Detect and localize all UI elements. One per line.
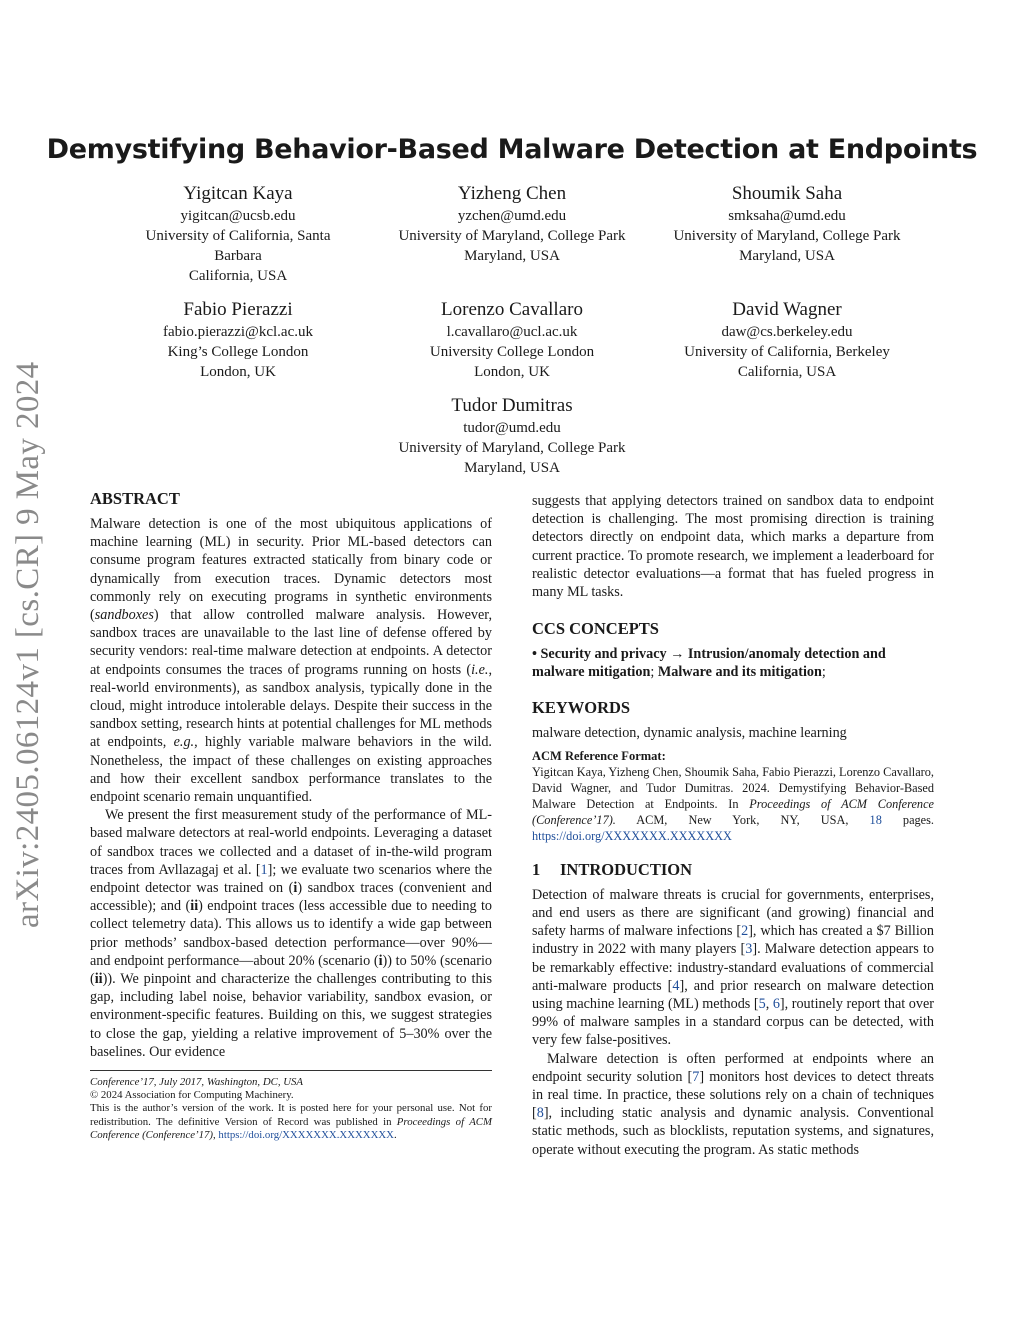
author-location: London, UK <box>474 364 550 380</box>
author-block <box>377 182 647 266</box>
author-email: daw@cs.berkeley.edu <box>721 324 853 340</box>
author-email: fabio.pierazzi@kcl.ac.uk <box>163 324 313 340</box>
paper-title: Demystifying Behavior-Based Malware Detection at Endpoints <box>46 134 978 165</box>
author-email: l.cavallaro@ucl.ac.uk <box>446 324 578 340</box>
author-location: Maryland, USA <box>739 248 835 264</box>
author-location: Maryland, USA <box>464 460 560 476</box>
abstract-heading: ABSTRACT <box>90 489 180 508</box>
author-block <box>652 298 922 382</box>
footnote <box>90 1076 492 1142</box>
author-name: Tudor Dumitras <box>451 395 573 416</box>
intro-paragraph: Malware detection is often performed at endpoints where an endpoint security solution [7] monitors host devices to detect threats in real time. In practice, these solutions rely on a chain of techniques [8], including static analysis and dynamic analysis. Conventional static methods, such as blocklists, reputation systems, and signatures, operate without executing the program. As static methods <box>532 1050 934 1158</box>
author-affiliation: University College London <box>429 344 595 360</box>
copyright-note: © 2024 Association for Computing Machinery. <box>90 1089 294 1102</box>
author-name: Yizheng Chen <box>457 183 567 204</box>
author-name: Fabio Pierazzi <box>183 299 293 320</box>
author-affiliation: University of Maryland, College Park <box>673 228 901 244</box>
citation-link[interactable]: 1 <box>260 861 268 878</box>
citation-link[interactable]: 2 <box>741 923 749 940</box>
doi-link[interactable]: https://doi.org/XXXXXXX.XXXXXXX <box>218 1128 394 1141</box>
author-affiliation: University of Maryland, College Park <box>398 228 626 244</box>
abstract-paragraph: We present the first measurement study of the performance of ML-based malware detectors at real-world endpoints. Leveraging a dataset of sandbox traces we collected and a dataset of in-the-wild program traces from Avllazagaj et al. [1]; we evaluate two scenarios where the endpoint detector was trained on (i) sandbox traces (convenient and accessible); and (ii) endpoint traces (less accessible due to needing to collect telemetry data). This allows us to identify a wide gap between prior methods’ sandbox-based detection performance—over 90%—and endpoint performance—about 20% (scenario (i)) to 50% (scenario (ii)). We pinpoint and characterize the challenges contributing to this gap, including label noise, behavior variability, sandbox evasion, or environment-specific features. Building on this, we suggest strategies to close the gap, yielding a relative improvement of 5–30% over the baselines. Our evidence <box>90 807 493 1060</box>
author-affiliation: Barbara <box>214 248 262 264</box>
citation-link[interactable]: 5 <box>758 996 766 1013</box>
author-block <box>377 298 647 382</box>
doi-link[interactable]: https://doi.org/XXXXXXX.XXXXXXX <box>532 828 732 843</box>
author-block <box>118 182 358 286</box>
author-name: Yigitcan Kaya <box>183 183 293 204</box>
citation-link[interactable]: 8 <box>536 1105 544 1122</box>
author-affiliation: University of Maryland, College Park <box>398 440 626 456</box>
arxiv-identifier: arXiv:2405.06124v1 [cs.CR] 9 May 2024 <box>10 361 46 928</box>
author-affiliation: University of California, Santa <box>145 228 331 244</box>
citation-link[interactable]: 4 <box>672 977 680 994</box>
abstract-paragraph: suggests that applying detectors trained on sandbox data to endpoint detection is challenging. The most promising direction is training detectors directly on endpoint data, which marks a departure from current practice. To promote research, we implement a leaderboard for realistic detector evaluations—a format that has fueled progress in many ML tasks. <box>532 493 934 601</box>
author-location: California, USA <box>188 268 288 284</box>
author-location: London, UK <box>200 364 276 380</box>
author-email: smksaha@umd.edu <box>728 208 846 224</box>
page-count-link[interactable]: 18 <box>869 812 882 827</box>
author-affiliation: King’s College London <box>167 344 309 360</box>
citation-link[interactable]: 3 <box>745 941 753 958</box>
intro-paragraph: Detection of malware threats is crucial for governments, enterprises, and end users as there are significant (and growing) financial and safety harms of malware infections [2], which has created a $7 Billion industry in 2022 with many players [3]. Malware detection appears to be remarkably effective: industry-standard evaluations of commercial anti-malware products [4], and prior research on malware detection using machine learning (ML) methods [5, 6], routinely report that over 99% of malware samples in a standard corpus can be detected, with very few false-positives. <box>532 886 934 1049</box>
version-notice: This is the author’s version of the work. It is posted here for your personal use. Not for redistribution. The definitive Version of Record was published in Proceedings of ACM Conference (Conference’17), https://doi.org/XXXXXXX.XXXXXXX. <box>90 1102 492 1141</box>
author-name: Shoumik Saha <box>731 183 843 204</box>
ccs-concepts: • Security and privacy → Intrusion/anomaly detection and malware mitigation; Malware and its mitigation; <box>532 646 886 681</box>
author-email: tudor@umd.edu <box>463 420 561 436</box>
right-column <box>532 492 934 1159</box>
footnote-rule <box>90 1070 492 1071</box>
author-location: California, USA <box>737 364 837 380</box>
left-column <box>90 489 492 1061</box>
acm-reference-heading: ACM Reference Format: <box>532 748 666 763</box>
author-location: Maryland, USA <box>464 248 560 264</box>
author-name: Lorenzo Cavallaro <box>441 299 583 320</box>
author-block <box>377 394 647 478</box>
ccs-heading: CCS CONCEPTS <box>532 619 659 639</box>
acm-reference: Yigitcan Kaya, Yizheng Chen, Shoumik Saha, Fabio Pierazzi, Lorenzo Cavallaro, David Wagner, and Tudor Dumitras. 2024. Demystifying Behavior-Based Malware Detection at Endpoints. In Proceedings of ACM Conference (Conference’17). ACM, New York, NY, USA, 18 pages. https://doi.org/XXXXXXX.XXXXXXX <box>532 764 934 843</box>
author-name: David Wagner <box>732 299 842 320</box>
introduction-heading: 1 INTRODUCTION <box>532 859 693 879</box>
conference-note: Conference’17, July 2017, Washington, DC, USA <box>90 1076 304 1088</box>
author-affiliation: University of California, Berkeley <box>684 344 890 360</box>
author-email: yigitcan@ucsb.edu <box>180 208 296 224</box>
author-block <box>652 182 922 266</box>
citation-link[interactable]: 7 <box>692 1068 700 1085</box>
keywords-text: malware detection, dynamic analysis, machine learning <box>532 724 847 741</box>
keywords-heading: KEYWORDS <box>532 697 631 717</box>
abstract-paragraph: Malware detection is one of the most ubiquitous applications of machine learning (ML) in security. Prior ML-based detectors can consume program features extracted statically from binary code or dynamically from execution traces. Dynamic detectors most commonly rely on executing programs in synthetic environments (sandboxes) that allow controlled malware analysis. However, sandbox traces are unavailable to the last line of defense offered by security vendors: real-time malware detection at endpoints. A detector at endpoints consumes the traces of programs running on hosts (i.e., real-world environments), as sandbox analysis, typically done in the cloud, might introduce intolerable delays. Despite their success in the sandbox setting, research hints at potential challenges for ML methods at endpoints, e.g., highly variable malware behaviors in the wild. Nonetheless, the impact of these challenges on existing approaches and how their excellent sandbox performance translates to the endpoint scenario remain unquantified. <box>90 516 492 806</box>
author-block <box>118 298 358 382</box>
citation-link[interactable]: 6 <box>772 996 780 1013</box>
author-email: yzchen@umd.edu <box>457 208 567 224</box>
